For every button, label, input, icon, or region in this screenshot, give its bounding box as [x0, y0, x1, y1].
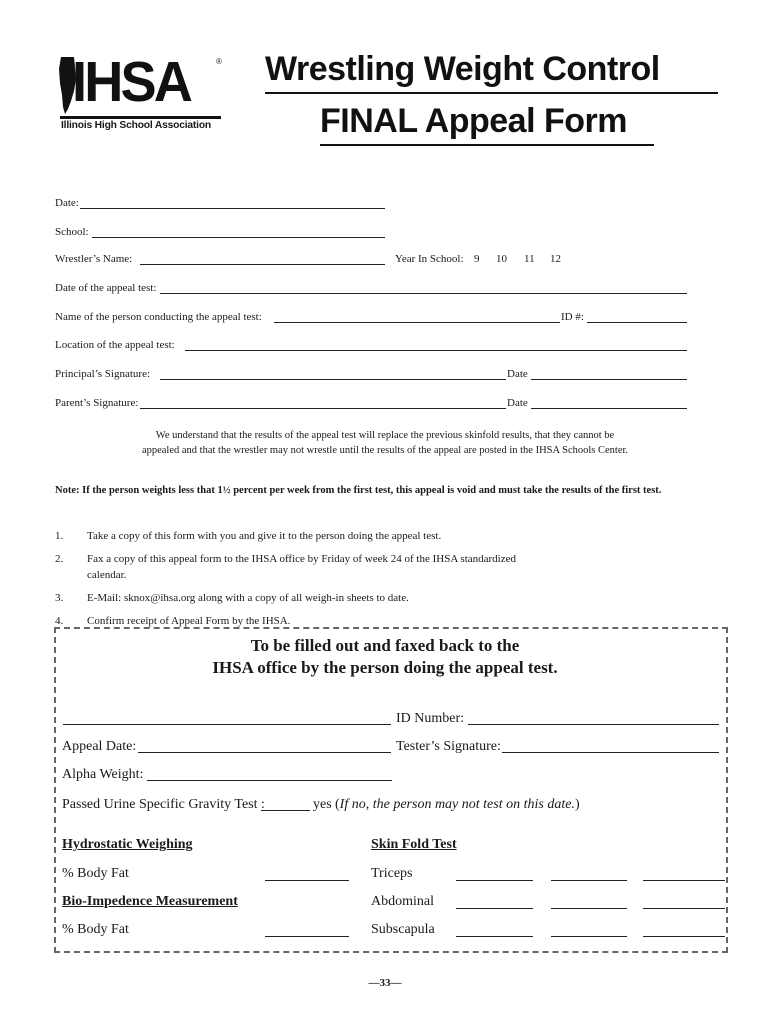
- urine-yes-label: yes: [313, 797, 332, 812]
- tester-box-title-2: IHSA office by the person doing the appeal test.: [212, 658, 558, 677]
- void-note: Note: If the person weights less that 1½ percent per week from the first test, this appeal is void and must take the results of the first test.: [55, 485, 662, 496]
- agreement-line-1: We understand that the results of the appeal test will replace the previous skinfold results, that they cannot be: [155, 430, 615, 441]
- title-line-1: Wrestling Weight Control: [265, 50, 660, 88]
- instruction-text: Fax a copy of this appeal form to the IHSA office by Friday of week 24 of the IHSA standardized: [87, 553, 516, 565]
- urine-test-label: Passed Urine Specific Gravity Test :: [62, 797, 265, 812]
- bio-impedence-heading: Bio-Impedence Measurement: [62, 894, 238, 909]
- registered-mark: ®: [216, 57, 222, 66]
- subscapula-label: Subscapula: [371, 922, 435, 937]
- appeal-date-line[interactable]: [138, 752, 391, 753]
- triceps-label: Triceps: [371, 866, 413, 881]
- parent-signature-label: Parent’s Signature:: [55, 397, 139, 409]
- agreement-line-2: appealed and that the wrestler may not wrestle until the results of the appeal are posted in the IHSA Schools Center.: [141, 445, 629, 456]
- subscapula-line-2[interactable]: [551, 936, 627, 937]
- appeal-test-date-input-line[interactable]: [160, 293, 687, 294]
- abdominal-line-1[interactable]: [456, 908, 533, 909]
- body-fat-label-1: % Body Fat: [62, 866, 129, 881]
- principal-date-label: Date: [507, 368, 528, 380]
- title-underline-1: [265, 92, 718, 94]
- subscapula-line-1[interactable]: [456, 936, 533, 937]
- abdominal-line-2[interactable]: [551, 908, 627, 909]
- triceps-line-3[interactable]: [643, 880, 725, 881]
- principal-signature-label: Principal’s Signature:: [55, 368, 151, 380]
- date-label: Date:: [55, 197, 79, 209]
- hydrostatic-heading: Hydrostatic Weighing: [62, 837, 193, 852]
- year-option-11[interactable]: 11: [524, 253, 535, 265]
- body-fat-label-2: % Body Fat: [62, 922, 129, 937]
- abdominal-label: Abdominal: [371, 894, 434, 909]
- principal-date-line[interactable]: [531, 379, 687, 380]
- instruction-text: Confirm receipt of Appeal Form by the IHSA.: [87, 615, 291, 627]
- abdominal-line-3[interactable]: [643, 908, 725, 909]
- id-number-line[interactable]: [468, 724, 719, 725]
- tester-name-line[interactable]: [63, 724, 391, 725]
- hydrostatic-body-fat-line[interactable]: [265, 880, 349, 881]
- year-option-12[interactable]: 12: [550, 253, 561, 265]
- location-input-line[interactable]: [185, 350, 687, 351]
- appeal-test-date-label: Date of the appeal test:: [55, 282, 157, 294]
- id-number-label: ID Number:: [396, 711, 465, 726]
- appeal-date-label: Appeal Date:: [62, 739, 137, 754]
- triceps-line-2[interactable]: [551, 880, 627, 881]
- wrestler-name-input-line[interactable]: [140, 264, 385, 265]
- wrestler-name-label: Wrestler’s Name:: [55, 253, 133, 265]
- skin-fold-heading: Skin Fold Test: [371, 837, 457, 852]
- logo-wordmark: IHSA: [72, 50, 190, 114]
- location-label: Location of the appeal test:: [55, 339, 175, 351]
- year-option-10[interactable]: 10: [496, 253, 507, 265]
- year-in-school-label: Year In School:: [395, 253, 464, 265]
- page-number: —33—: [368, 977, 402, 989]
- alpha-weight-label: Alpha Weight:: [62, 767, 144, 782]
- year-option-9[interactable]: 9: [474, 253, 480, 265]
- parent-date-label: Date: [507, 397, 528, 409]
- school-input-line[interactable]: [92, 237, 385, 238]
- triceps-line-1[interactable]: [456, 880, 533, 881]
- school-label: School:: [55, 226, 89, 238]
- ihsa-logo: [60, 50, 225, 137]
- instruction-text-continued: calendar.: [87, 569, 127, 581]
- tester-box-title-1: To be filled out and faxed back to the: [250, 636, 520, 655]
- instruction-number: 4.: [55, 615, 64, 627]
- person-conducting-input-line[interactable]: [274, 322, 560, 323]
- urine-test-line[interactable]: [261, 810, 310, 811]
- title-line-2: FINAL Appeal Form: [320, 102, 627, 140]
- urine-if-no-note: (If no, the person may not test on this date.): [335, 797, 580, 812]
- date-input-line[interactable]: [80, 208, 385, 209]
- instruction-number: 1.: [55, 530, 64, 542]
- alpha-weight-line[interactable]: [147, 780, 392, 781]
- tester-signature-line[interactable]: [502, 752, 719, 753]
- parent-date-line[interactable]: [531, 408, 687, 409]
- principal-signature-line[interactable]: [160, 379, 506, 380]
- subscapula-line-3[interactable]: [643, 936, 725, 937]
- parent-signature-line[interactable]: [140, 408, 506, 409]
- bio-body-fat-line[interactable]: [265, 936, 349, 937]
- id-label: ID #:: [561, 311, 584, 323]
- instruction-text: E-Mail: sknox@ihsa.org along with a copy of all weigh-in sheets to date.: [87, 592, 409, 604]
- id-input-line[interactable]: [587, 322, 687, 323]
- instruction-number: 3.: [55, 592, 64, 604]
- title-underline-2: [320, 144, 654, 146]
- instruction-number: 2.: [55, 553, 64, 565]
- instruction-text: Take a copy of this form with you and give it to the person doing the appeal test.: [87, 530, 442, 542]
- person-conducting-label: Name of the person conducting the appeal test:: [55, 311, 262, 323]
- tester-signature-label: Tester’s Signature:: [396, 739, 501, 754]
- logo-subtitle: Illinois High School Association: [61, 119, 212, 131]
